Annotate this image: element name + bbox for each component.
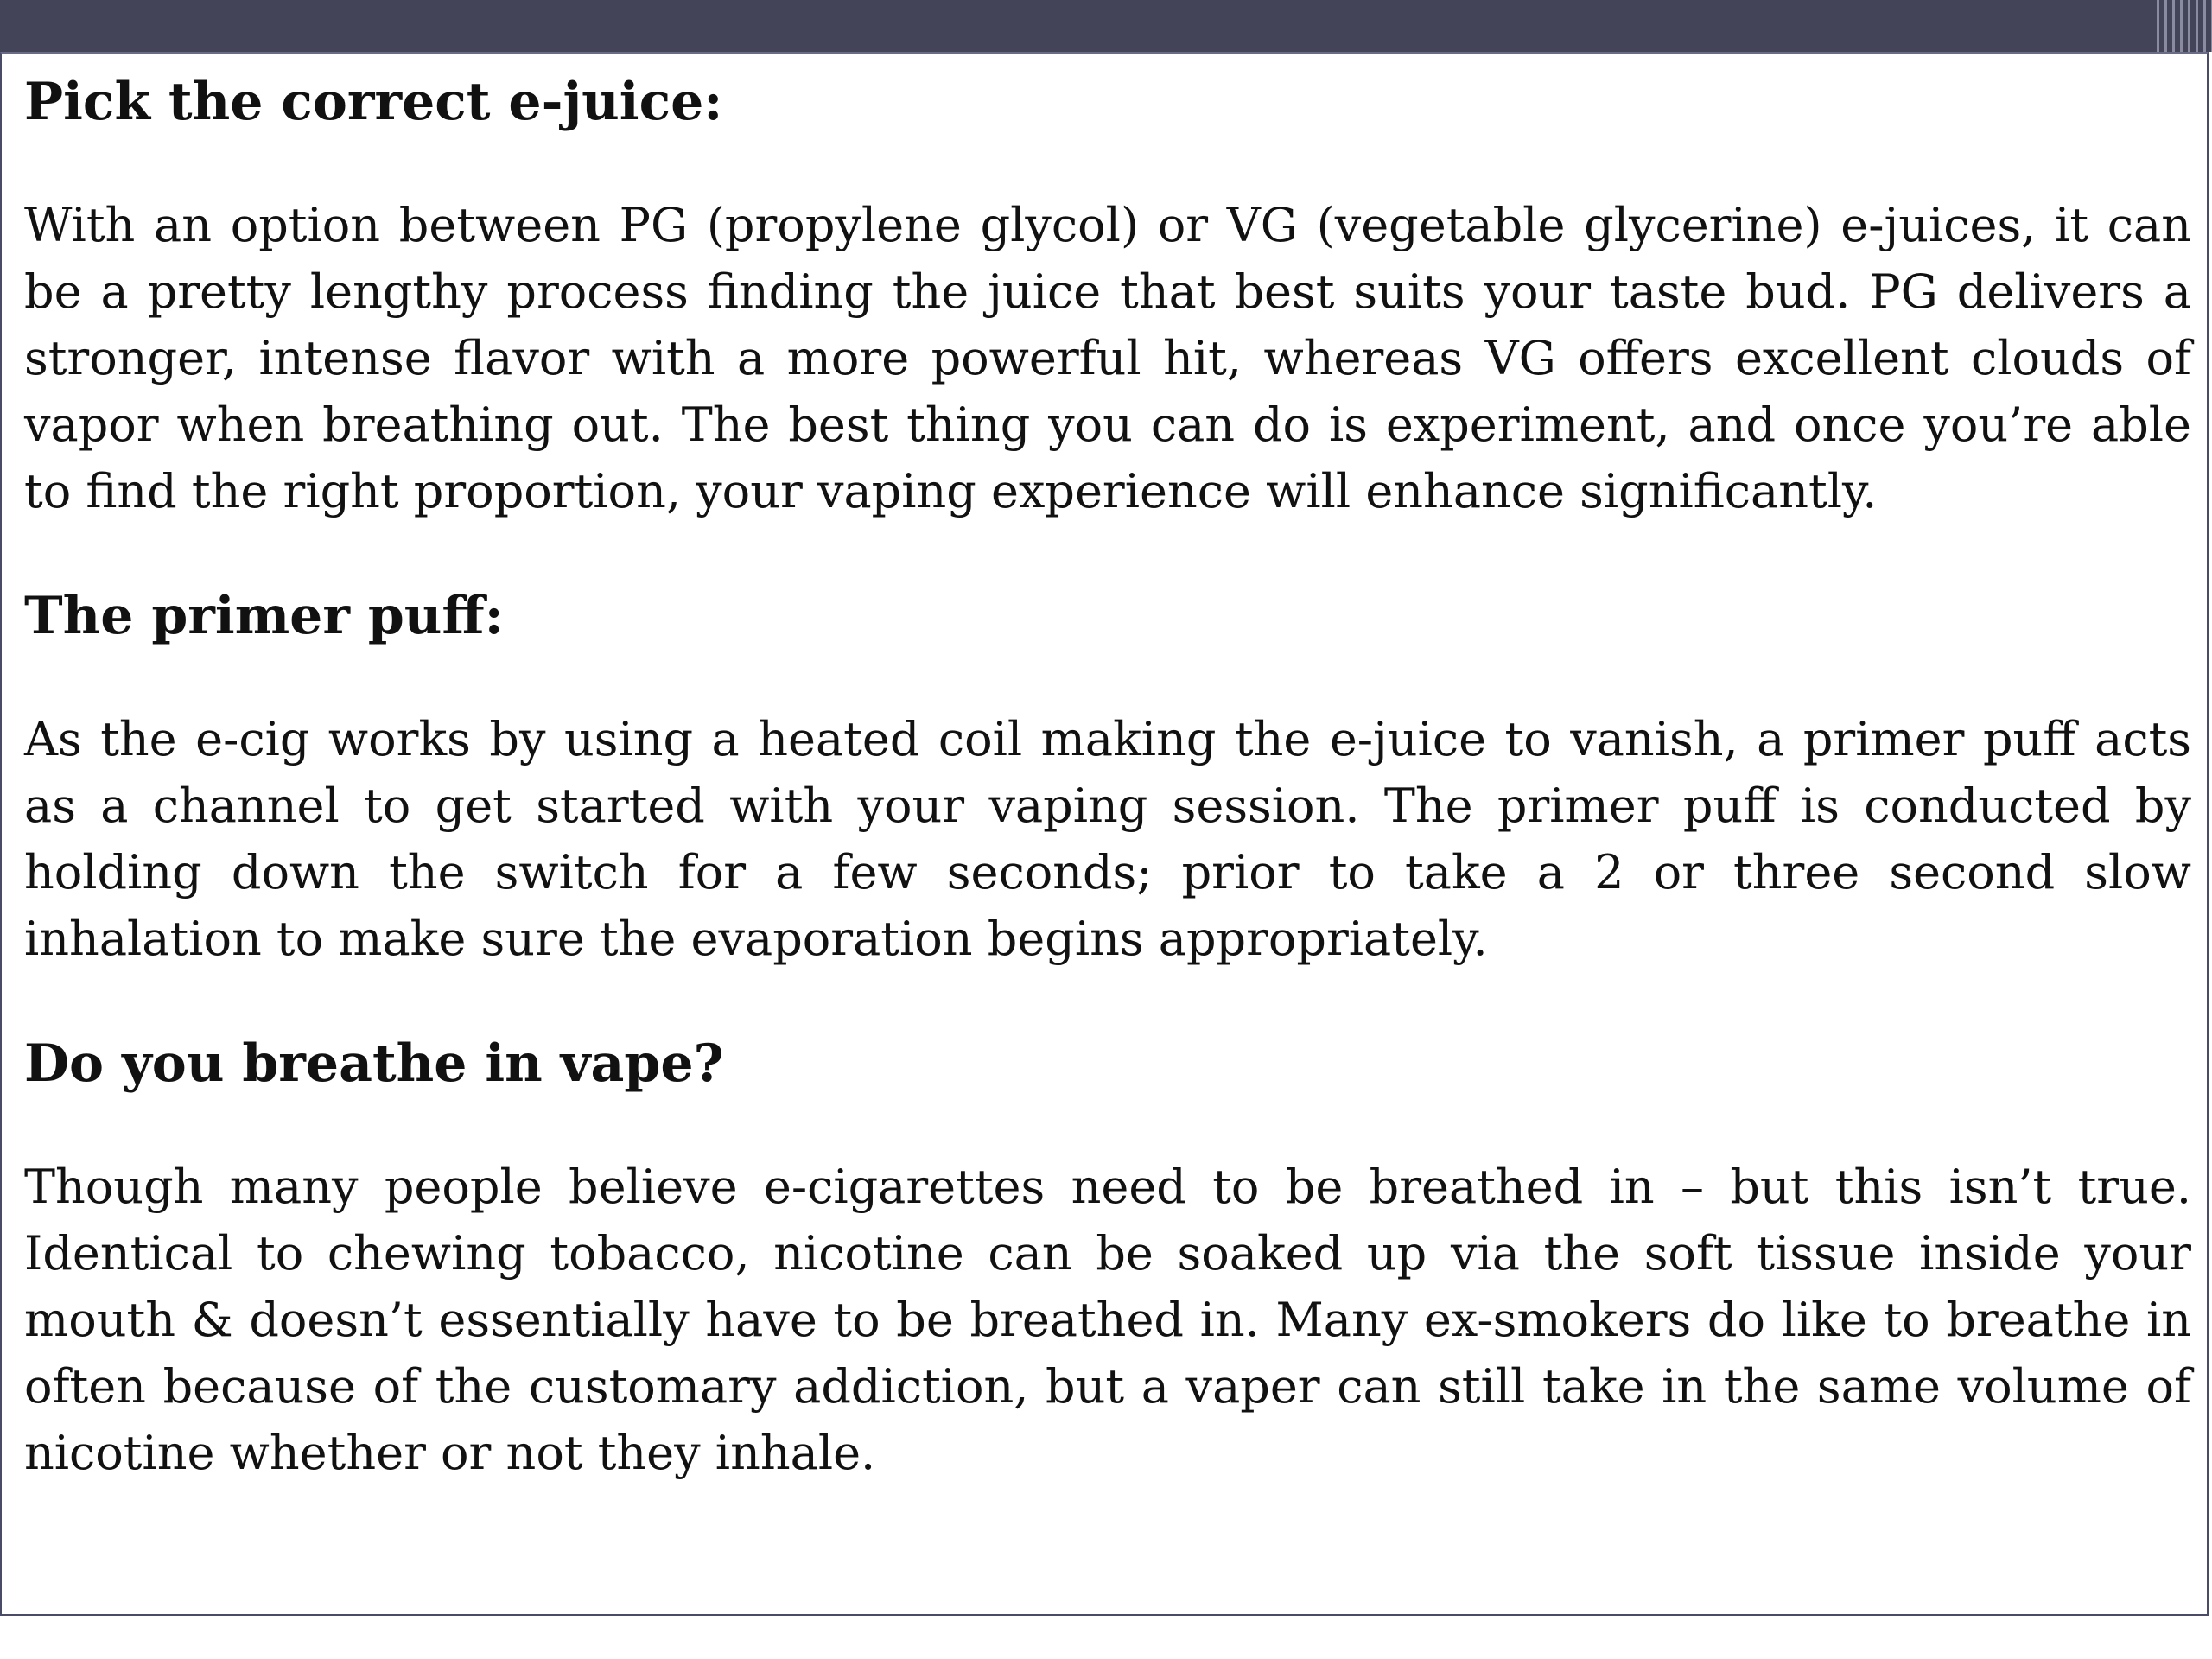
section-heading-ejuice: Pick the correct e-juice: xyxy=(24,72,723,132)
top-bar-accent xyxy=(2152,0,2212,52)
content-frame xyxy=(0,52,2209,1616)
section-heading-breathe-in: Do you breathe in vape? xyxy=(24,1033,724,1094)
spacer xyxy=(24,524,2191,573)
spacer xyxy=(24,145,2191,192)
section-body-ejuice: With an option between PG (propylene glycol) or VG (vegetable glycerine) e-juices, it can be a pretty lengthy process finding the juice that best suits your taste bud. PG delivers a stronger, intense flavor with a more powerful hit, whereas VG offers excellent clouds of vapor when breathing out. The best thing you can do is experiment, and once you’re able to find the right proportion, your vaping experience will enhance significantly. xyxy=(24,198,2191,518)
top-bar xyxy=(0,0,2212,52)
spacer xyxy=(24,659,2191,706)
section-body-primer-puff: As the e-cig works by using a heated coil making the e-juice to vanish, a primer puff acts as a channel to get started with your vaping session. The primer puff is conducted by holding down the switch for a few seconds; prior to take a 2 or three second slow inhalation to make sure the evaporation begins appropriately. xyxy=(24,712,2191,966)
spacer xyxy=(24,1107,2191,1154)
section-body-breathe-in: Though many people believe e-cigarettes need to be breathed in – but this isn’t true. Identical to chewing tobacco, nicotine can be soaked up via the soft tissue inside your mouth & doesn’t essentially have to be breathed in. Many ex-smokers do like to breathe in often because of the customary addiction, but a vaper can still take in the same volume of nicotine whether or not they inhale. xyxy=(24,1160,2191,1480)
section-heading-primer-puff: The primer puff: xyxy=(24,586,504,646)
document-content xyxy=(24,59,2191,1486)
spacer xyxy=(24,972,2191,1020)
